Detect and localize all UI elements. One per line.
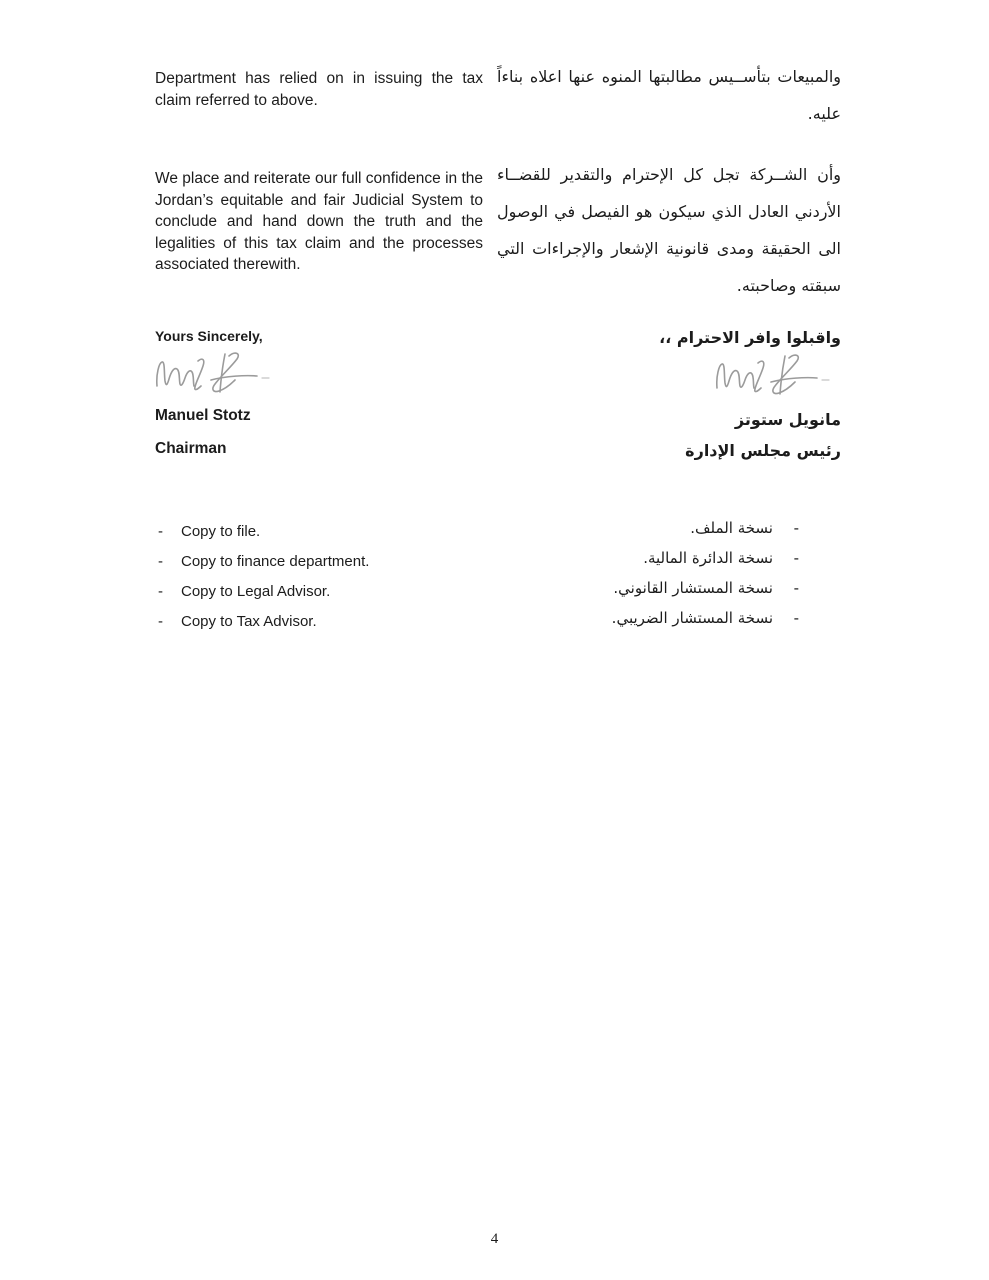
paragraph-ar-1: والمبيعات بتأســيس مطالبتها المنوه عنها اعلاه بناءاً عليه.: [497, 67, 841, 123]
list-item-label: نسخة المستشار الضريبي.: [611, 609, 773, 627]
signature-block-ar: [497, 328, 841, 460]
list-dash: -: [158, 553, 163, 570]
list-dash: -: [158, 613, 163, 630]
list-dash: -: [793, 609, 799, 627]
list-item-label: Copy to Legal Advisor.: [181, 583, 331, 600]
list-item: [497, 520, 799, 537]
page-number: 4: [490, 1231, 499, 1247]
list-item-label: نسخة المستشار القانوني.: [613, 579, 773, 597]
list-item-label: نسخة الملف.: [690, 519, 773, 537]
list-dash: -: [793, 519, 799, 537]
list-dash: -: [158, 583, 163, 600]
copy-distribution-list-en: [158, 524, 488, 644]
list-item: [158, 554, 488, 570]
handwritten-signature-icon: [151, 348, 483, 402]
closing-salutation-ar: واقبلوا وافر الاحترام ،،: [659, 328, 841, 347]
copy-distribution-list-ar: [497, 520, 799, 640]
list-dash: -: [793, 549, 799, 567]
paragraph-ar-2: وأن الشــركة تجل كل الإحترام والتقدير للقضــاء الأردني العادل الذي سيكون هو الفيصل في الوصول الى الحقيقة ومدى قانونية الإشعار والإجراءات التي سبقته وصاحبته.: [497, 165, 841, 295]
list-dash: -: [793, 579, 799, 597]
list-item: [497, 580, 799, 597]
paragraph-en-2: We place and reiterate our full confidence in the Jordan’s equitable and fair Judicial System to conclude and hand down the truth and the legalities of this tax claim and the processes associated therewith.: [155, 170, 483, 274]
signer-title-en: Chairman: [155, 440, 227, 457]
handwritten-signature-icon: [497, 350, 841, 404]
list-item: [497, 610, 799, 627]
list-item-label: Copy to finance department.: [181, 553, 370, 570]
signer-name-en: Manuel Stotz: [155, 407, 251, 424]
list-item-label: Copy to Tax Advisor.: [181, 613, 317, 630]
list-item-label: Copy to file.: [181, 523, 261, 540]
list-item: [158, 524, 488, 540]
paragraph-en-1: Department has relied on in issuing the tax claim referred to above.: [155, 70, 483, 109]
list-item-label: نسخة الدائرة المالية.: [643, 549, 773, 567]
list-dash: -: [158, 523, 163, 540]
list-item: [158, 584, 488, 600]
list-item: [158, 614, 488, 630]
signer-name-ar: مانويل ستوتز: [734, 410, 841, 429]
signer-title-ar: رئيس مجلس الإدارة: [685, 441, 841, 460]
signature-block-en: [155, 328, 483, 458]
list-item: [497, 550, 799, 567]
closing-salutation-en: Yours Sincerely,: [155, 328, 263, 344]
